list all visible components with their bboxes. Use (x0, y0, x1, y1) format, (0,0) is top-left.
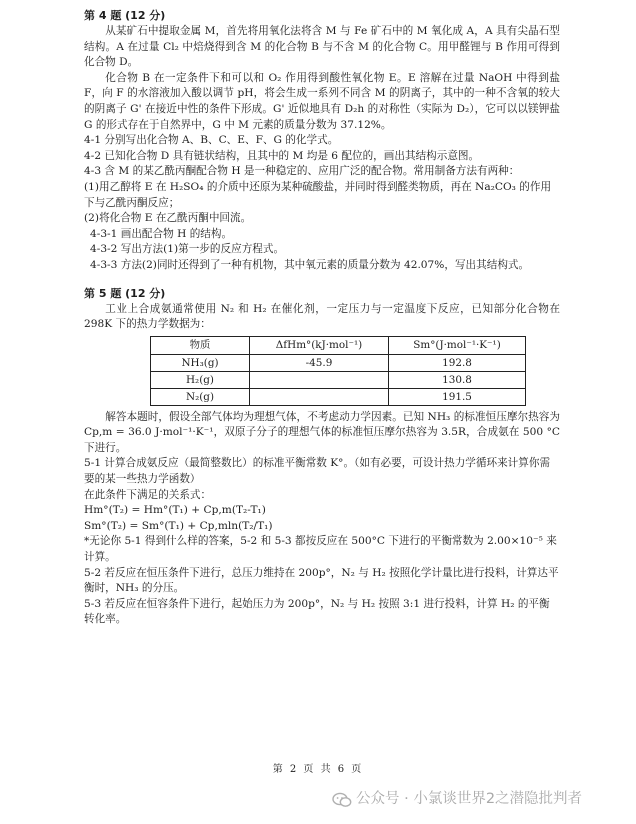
question-4-paragraph-2: 化合物 B 在一定条件下和可以和 O₂ 作用得到酸性氧化物 E。E 溶解在过量 NaOH 中得到盐 F，向 F 的水溶液加入酸以调节 pH，将会生成一系列不同含 M 的阴离子，其中的一种不含氧的较大的阴离子 G' 在接近中性的条件下形成。G' 近似地具有 D₂h 的对称性（实际为 D₂），它可以以镁钾盐 G 的形式存在于自然界中，G 中 M 元素的质量分数为 37.12%。 (84, 71, 560, 131)
table-row (151, 388, 526, 405)
exam-page (84, 8, 560, 628)
question-5-paragraph-2: 解答本题时，假设全部气体均为理想气体，不考虑动力学因素。已知 NH₃ 的标准恒压摩尔热容为 Cp,m = 36.0 J·mol⁻¹·K⁻¹，双原子分子的理想气体的标准恒压摩尔热容为 3.5R，合成氨在 500 °C 下进行。 (84, 410, 560, 454)
subquestion-4-3: 4-3 含 M 的某乙酰丙酮配合物 H 是一种稳定的、应用广泛的配合物。常用制备方法有两种： (84, 165, 520, 178)
subquestion-5-1: 5-1 计算合成氨反应（最简整数比）的标准平衡常数 K°。（如有必要，可设计热力学循环来计算你需要的某一些热力学函数） (84, 457, 551, 486)
question-5-title: 第 5 题 (12 分) (84, 286, 166, 300)
question-4-title: 第 4 题 (12 分) (84, 9, 166, 22)
subquestion-4-3-1: 4-3-1 画出配合物 H 的结构。 (90, 227, 233, 240)
wechat-icon (332, 792, 352, 808)
method-1: (1)用乙醇将 E 在 H₂SO₄ 的介质中还原为某种硫酸盐，并同时得到醛类物质，再在 Na₂CO₃ 的作用下与乙酰丙酮反应； (84, 180, 552, 209)
watermark (332, 788, 632, 812)
table-cell: N₂(g) (151, 388, 250, 405)
equation-enthalpy: Hm°(T₂) = Hm°(T₁) + Cp,m(T₂-T₁) (84, 504, 266, 517)
equation-entropy: Sm°(T₂) = Sm°(T₁) + Cp,mln(T₂/T₁) (84, 519, 273, 532)
table-header-row (151, 336, 526, 354)
subquestion-5-2: 5-2 若反应在恒压条件下进行，总压力维持在 200p°，N₂ 与 H₂ 按照化学计量比进行投料，计算达平衡时，NH₃ 的分压。 (84, 566, 559, 595)
question-4-paragraph-1: 从某矿石中提取金属 M，首先将用氧化法将含 M 与 Fe 矿石中的 M 氧化成 A，A 具有尖晶石型结构。A 在过量 Cl₂ 中焙烧得到含 M 的化合物 B 与不含 M 的化合物 C。用甲醛锂与 B 作用可得到化合物 D。 (84, 25, 560, 69)
note: *无论你 5-1 得到什么样的答案，5-2 和 5-3 都按反应在 500°C 下进行的平衡常数为 2.00×10⁻⁵ 来计算。 (84, 535, 557, 564)
question-5-paragraph-1: 工业上合成氨通常使用 N₂ 和 H₂ 在催化剂，一定压力与一定温度下反应，已知部分化合物在 298K 下的热力学数据为： (84, 302, 560, 331)
table-header: ΔfHm°(kJ·mol⁻¹) (250, 336, 389, 354)
subquestion-4-3-3: 4-3-3 方法(2)同时还得到了一种有机物，其中氧元素的质量分数为 42.07%，写出其结构式。 (90, 258, 530, 271)
table-cell (250, 388, 389, 405)
table-cell: 192.8 (389, 354, 526, 371)
table-cell: 130.8 (389, 371, 526, 388)
table-header: 物质 (151, 336, 250, 354)
thermodynamic-data-table (150, 336, 526, 406)
subquestion-4-2: 4-2 已知化合物 D 具有链状结构，且其中的 M 均是 6 配位的，画出其结构示意图。 (84, 149, 480, 162)
table-cell (250, 371, 389, 388)
table-cell: -45.9 (250, 354, 389, 371)
table-row (151, 371, 526, 388)
page-footer: 第 2 页 共 6 页 (272, 764, 364, 775)
table-header: Sm°(J·mol⁻¹·K⁻¹) (389, 336, 526, 354)
table-cell: H₂(g) (151, 371, 250, 388)
subquestion-5-3: 5-3 若反应在恒容条件下进行，起始压力为 200p°，N₂ 与 H₂ 按照 3:1 进行投料，计算 H₂ 的平衡转化率。 (84, 597, 550, 626)
relation-intro: 在此条件下满足的关系式： (84, 488, 212, 501)
table-cell: 191.5 (389, 388, 526, 405)
method-2: (2)将化合物 E 在乙酰丙酮中回流。 (84, 212, 252, 225)
table-cell: NH₃(g) (151, 354, 250, 371)
subquestion-4-1: 4-1 分别写出化合物 A、B、C、E、F、G 的化学式。 (84, 134, 339, 147)
table-row (151, 354, 526, 371)
subquestion-4-3-2: 4-3-2 写出方法(1)第一步的反应方程式。 (90, 243, 285, 256)
watermark-text: 公众号 · 小氯谈世界2之潜隐批判者 (356, 791, 583, 808)
